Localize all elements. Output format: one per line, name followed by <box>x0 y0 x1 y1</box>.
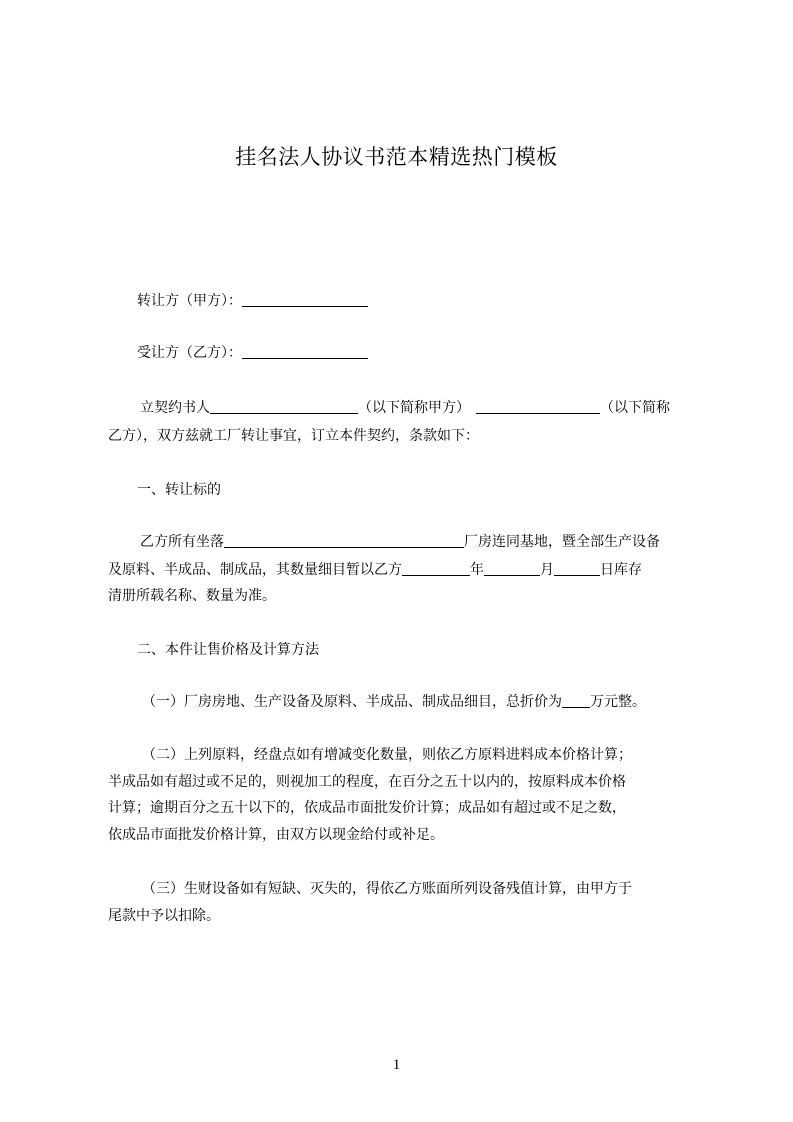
intro-text-1: 立契约书人 <box>140 400 210 416</box>
year-blank <box>402 561 470 576</box>
transferee-blank <box>242 344 368 359</box>
intro-text-3: （以下简称 <box>600 400 670 416</box>
intro-text-2: （以下简称甲方） <box>358 400 470 416</box>
s1-text-1: 乙方所有坐落 <box>140 534 224 550</box>
transferor-line <box>137 291 368 311</box>
month-blank <box>484 561 540 576</box>
s1-text-2: 厂房连同基地，暨全部生产设备 <box>464 534 660 550</box>
party-b-blank <box>476 399 600 414</box>
party-a-blank <box>210 399 358 414</box>
price-blank <box>562 693 590 708</box>
document-title: 挂名法人协议书范本精选热门模板 <box>235 145 558 169</box>
section-1-line-1 <box>140 532 660 552</box>
day-label: 日库存 <box>600 562 642 578</box>
day-blank <box>554 561 600 576</box>
transferor-label: 转让方（甲方）： <box>137 293 242 309</box>
year-label: 年 <box>470 562 484 578</box>
section-2-item-3-line-2: 尾款中予以扣除。 <box>108 908 220 924</box>
transferor-blank <box>242 292 368 307</box>
s2-item1-text-1: （一）厂房房地、生产设备及原料、半成品、制成品细目，总折价为 <box>142 694 562 710</box>
transferee-line <box>137 343 368 363</box>
section-2-item-2-line-4: 依成品市面批发价格计算，由双方以现金给付或补足。 <box>108 827 444 843</box>
section-1-line-2 <box>108 560 642 580</box>
transferee-label: 受让方（乙方）： <box>137 345 242 361</box>
section-1-line-3: 清册所载名称、数量为准。 <box>108 588 276 604</box>
section-2-item-3-line-1: （三）生财设备如有短缺、灭失的，得依乙方账面所列设备残值计算，由甲方于 <box>142 881 632 897</box>
section-2-item-2-line-2: 半成品如有超过或不足的，则视加工的程度，在百分之五十以内的，按原料成本价格 <box>108 774 626 790</box>
section-2-item-2-line-1: （二）上列原料，经盘点如有增减变化数量，则依乙方原料进料成本价格计算； <box>142 747 632 763</box>
section-2-item-2-line-3: 计算；逾期百分之五十以下的，依成品市面批发价计算；成品如有超过或不足之数， <box>108 800 626 816</box>
s2-item1-text-2: 万元整。 <box>590 694 646 710</box>
section-2-heading: 二、本件让售价格及计算方法 <box>137 642 319 658</box>
s1-text-3: 及原料、半成品、制成品，其数量细目暂以乙方 <box>108 562 402 578</box>
section-1-heading: 一、转让标的 <box>137 482 221 498</box>
month-label: 月 <box>540 562 554 578</box>
intro-line-1 <box>140 398 670 418</box>
intro-line-2: 乙方），双方兹就工厂转让事宜，订立本件契约，条款如下： <box>108 428 479 444</box>
location-blank <box>224 533 464 548</box>
section-2-item-1 <box>142 692 646 712</box>
page-number: 1 <box>392 1057 401 1073</box>
